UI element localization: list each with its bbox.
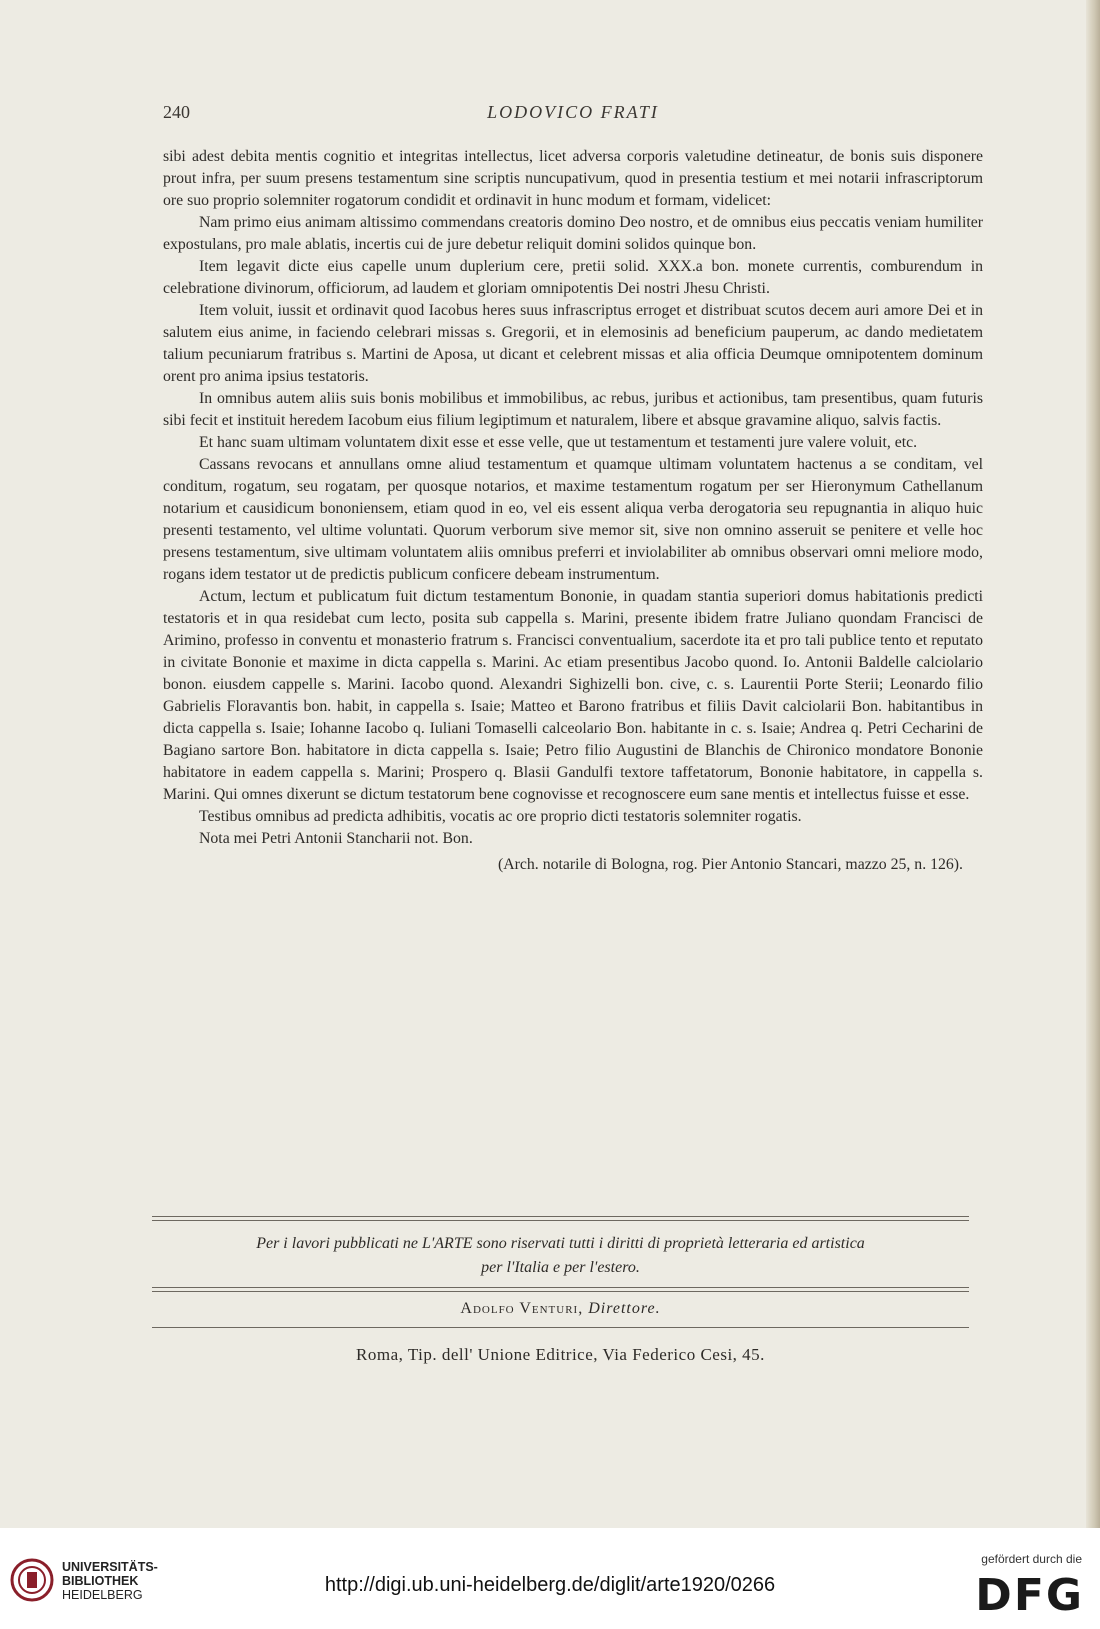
copyright-notice [152,1232,969,1280]
paragraph: Actum, lectum et publicatum fuit dictum testamentum Bononie, in quadam stantia superiori domus habitationis predicti testatoris et in qua residebat cum lecto, posita sub cappella s. Marini, presente ibidem fratre Juliano quondam Francisci de Arimino, professo in conventu et monasterio fratrum s. Francisci conventualium, sacerdote ita et pro tali publice tento et reputato in civitate Bononie et maxime in dicta cappella s. Marini. Ac etiam presentibus Jacobo quond. Io. Antonii Baldelle calciolario bonon. eiusdem cappelle s. Marini. Iacobo quond. Alexandri Sighizelli bon. cive, c. s. Laurentii Porte Sterii; Leonardo filio Gabrielis Floravantis bon. habit, in cappella s. Isaie; Matteo et Barono fratribus et filiis Davit calciolarii Bon. habitantibus in dicta cappella s. Isaie; Iohanne Iacobo q. Iuliani Tomaselli calceolario Bon. habitante in c. s. Isaie; Andrea q. Petri Cecharini de Bagiano sartore Bon. habitatore in dicta cappella s. Isaie; Petro filio Augustini de Blanchis de Chironico mondatore Bononie habitatore in eadem cappella s. Marini; Prospero q. Blasii Gandulfi textore taffetatorum, Bononie habitatore, in cappella s. Marini. Qui omnes dixerunt se dictum testatorum bene cognovisse et recognoscere eum sane mentis et intellectus fuisse et esse. [163,588,983,803]
editor-role: Direttore. [588,1300,661,1317]
permalink-url[interactable]: http://digi.ub.uni-heidelberg.de/diglit/arte1920/0266 [324,1574,776,1596]
running-head [163,102,983,128]
editor-credit [152,1300,969,1318]
printer-line: Roma, Tip. dell' Unione Editrice, Via Federico Cesi, 45. [356,1345,765,1364]
notary-signature-line: Nota mei Petri Antonii Stancharii not. Bon. [199,830,473,847]
running-title: LODOVICO FRATI [487,102,659,122]
body-text [163,146,983,876]
dfg-logo-icon: DFG [975,1570,1084,1621]
viewer-footer [0,1528,1100,1629]
divider-rule [152,1216,969,1221]
paragraph: sibi adest debita mentis cognitio et integritas intellectus, licet adversa corporis valetudine detineatur, de bonis suis disponere prout infra, per suum presens testamentum sine scriptis nuncupativum, quod in presentia testium et mei notarii infrascriptorum ore suo proprio solemniter rogatorum condidit et ordinavit in hunc modum et formam, videlicet: [163,148,983,209]
paragraph: Testibus omnibus ad predicta adhibitis, vocatis ac ore proprio dicti testatoris solemniter rogatis. [199,808,802,825]
page-edge [1086,0,1100,1528]
notice-line: per l'Italia e per l'estero. [481,1259,640,1276]
dfg-funding-label: gefördert durch die [981,1552,1082,1566]
editor-name: Adolfo Venturi, [460,1300,584,1317]
page-number: 240 [163,102,190,122]
paragraph: Et hanc suam ultimam voluntatem dixit esse et esse velle, que ut testamentum et testamenti jure valere voluit, etc. [199,434,918,451]
paragraph: Item voluit, iussit et ordinavit quod Iacobus heres suus infrascriptus erroget et distribuat scutos decem auri amore Dei et in salutem eius anime, in faciendo celebrari missas s. Gregorii, et in elemosinis ad beneficium pauperum, ac dando medietatem talium pecuniarum fratribus s. Martini de Aposa, ut dicant et celebrent missas et alia officia Deumque omnipotentem dominum orent pro anima ipsius testatoris. [163,302,983,385]
library-name-line: HEIDELBERG [62,1588,143,1602]
notice-line: Per i lavori pubblicati ne L'ARTE sono riservati tutti i diritti di proprietà letteraria ed artistica [256,1235,865,1252]
divider-rule [152,1287,969,1292]
paragraph: Cassans revocans et annullans omne aliud testamentum et quamque ultimam voluntatem hactenus a se conditam, vel conditum, rogatum, seu rogatam, per quosque notarios, et maxime testamentum rogatum per ser Hieronymum Cathellanum notarium et causidicum bononiensem, etiam quod in eo, vel eis essent aliqua verba derogatoria seu repugnantia in aliquo huic presenti testamento, vel ultime voluntati. Quorum verborum sive memor sit, sive non omnino asseruit se penitere et velle hoc presens testamentum, sive ultimam voluntatem aliis omnibus preferri et inviolabiliter ab omnibus observari omni meliore modo, rogans idem testator ut de predictis publicum conficere debeam instrumentum. [163,456,983,583]
paragraph: In omnibus autem aliis suis bonis mobilibus et immobilibus, ac rebus, juribus et actionibus, tam presentibus, quam futuris sibi fecit et instituit heredem Iacobum eius filium legiptimum et naturalem, libere et absque gravamine aliquo, salvis factis. [163,390,983,429]
library-name-line: BIBLIOTHEK [62,1574,139,1588]
paragraph: Item legavit dicte eius capelle unum duplerium cere, pretii solid. XXX.a bon. monete currentis, comburendum in celebratione divinorum, officiorum, ad laudem et gloriam omnipotentis Dei nostri Jhesu Christi. [163,258,983,297]
divider-rule [152,1327,969,1328]
library-name-line: UNIVERSITÄTS- [62,1560,158,1574]
archival-source: (Arch. notarile di Bologna, rog. Pier Antonio Stancari, mazzo 25, n. 126). [497,856,963,873]
paragraph: Nam primo eius animam altissimo commendans creatoris domino Deo nostro, et de omnibus eius peccatis veniam humiliter expostulans, pro male ablatis, incertis cui de jure debetur reliquit domini solidos quinque bon. [163,214,983,253]
